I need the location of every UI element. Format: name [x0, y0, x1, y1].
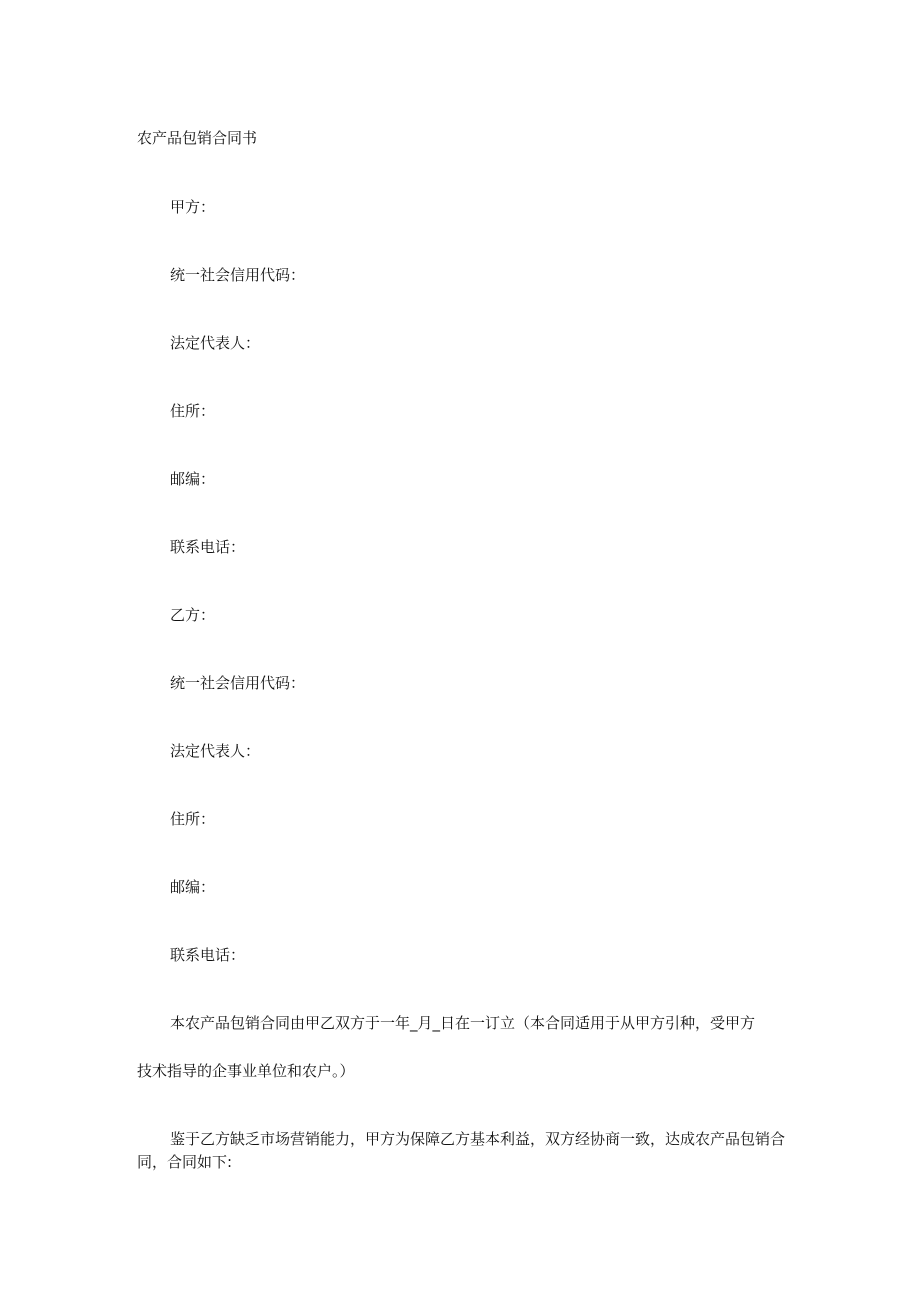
- document-title: 农产品包销合同书: [137, 129, 258, 147]
- party-b-postcode-label: 邮编：: [170, 878, 216, 896]
- recital-paragraph: 鉴于乙方缺乏市场营销能力，甲方为保障乙方基本利益，双方经协商一致，达成农产品包销合同，合同如下:: [137, 1130, 786, 1171]
- party-a-postcode-label: 邮编：: [170, 470, 216, 488]
- intro-paragraph-line-2: 技术指导的企事业单位和农户。）: [137, 1062, 355, 1080]
- party-b-legal-rep-label: 法定代表人：: [170, 742, 261, 760]
- party-a-address-label: 住所：: [170, 402, 216, 420]
- party-b-address-label: 住所：: [170, 810, 216, 828]
- party-a-label: 甲方：: [170, 198, 216, 216]
- party-a-phone-label: 联系电话：: [170, 538, 246, 556]
- party-b-credit-code-label: 统一社会信用代码：: [170, 674, 306, 692]
- party-a-legal-rep-label: 法定代表人：: [170, 334, 261, 352]
- party-b-phone-label: 联系电话：: [170, 946, 246, 964]
- party-a-credit-code-label: 统一社会信用代码：: [170, 266, 306, 284]
- intro-paragraph-line-1: 本农产品包销合同由甲乙双方于一年_月_日在一订立（本合同适用于从甲方引种，受甲方: [170, 1014, 756, 1032]
- party-b-label: 乙方：: [170, 606, 216, 624]
